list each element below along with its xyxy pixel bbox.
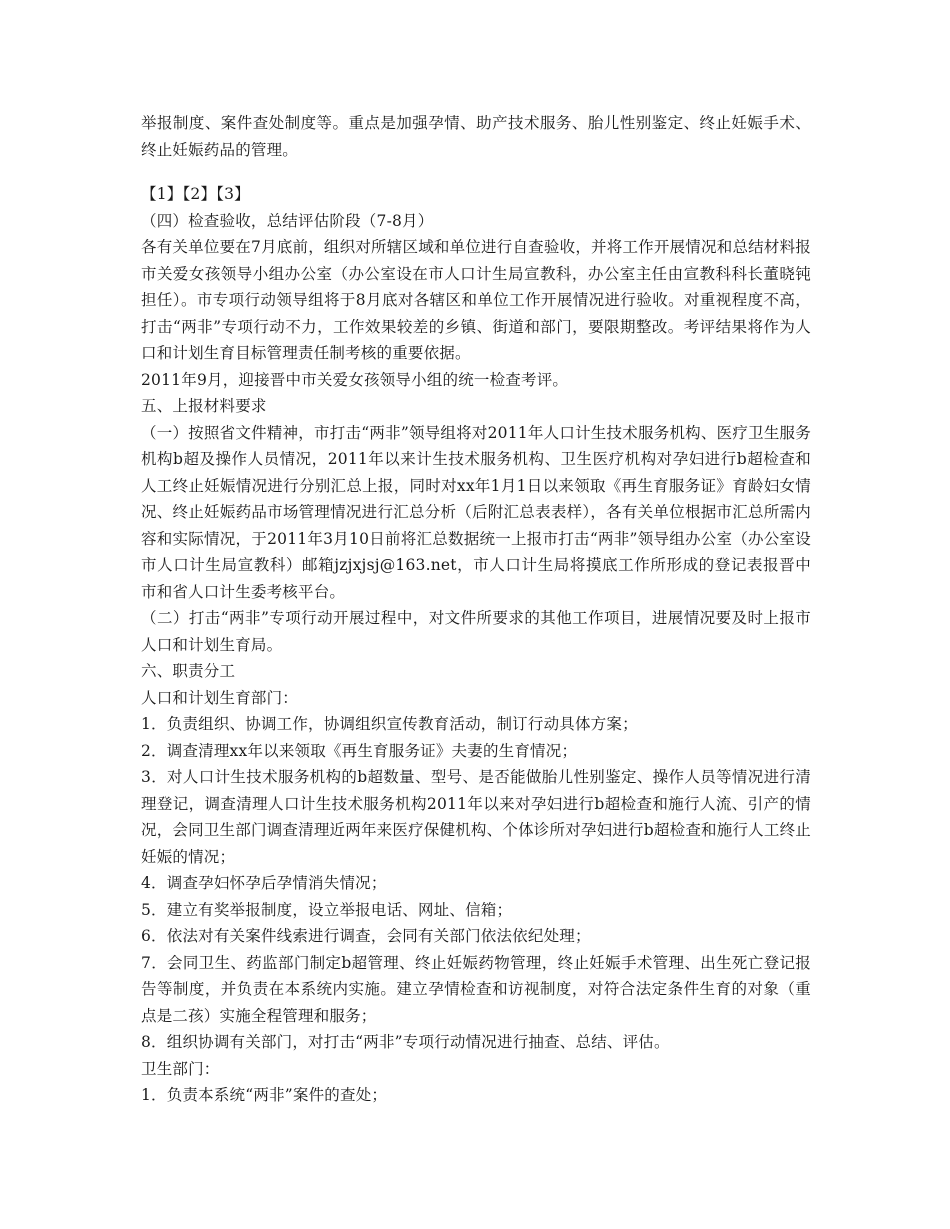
list-item: 2．调查清理xx年以来领取《再生育服务证》夫妻的生育情况； — [141, 741, 578, 760]
intro-paragraph: 举报制度、案件查处制度等。重点是加强孕情、助产技术服务、胎儿性别鉴定、终止妊娠手术、终止妊娠药品的管理。 — [141, 114, 811, 159]
list-item: 8．组织协调有关部门，对打击“两非”专项行动情况进行抽查、总结、评估。 — [141, 1033, 670, 1051]
section-heading-duties: 六、职责分工 — [141, 662, 236, 680]
list-item: 6．依法对有关案件线索进行调查，会同有关部门依法依纪处理； — [141, 927, 591, 945]
section-heading-inspection: （四）检查验收，总结评估阶段（7-8月） — [141, 211, 434, 230]
list-item: 1．负责组织、协调工作，协调组织宣传教育活动，制订行动具体方案； — [141, 715, 638, 733]
list-item: 5．建立有奖举报制度，设立举报电话、网址、信箱； — [141, 900, 513, 919]
list-item: 7．会同卫生、药监部门制定b超管理、终止妊娠药物管理，终止妊娠手术管理、出生死亡登记报告等制度，并负责在本系统内实施。建立孕情检查和访视制度，对符合法定条件生育的对象（重点是二孩）实施全程管理和服务； — [141, 953, 811, 1025]
list-item: 1．负责本系统“两非”案件的查处； — [141, 1086, 388, 1104]
paragraph-gap — [141, 163, 811, 181]
paragraph-reporting-2: （二）打击“两非”专项行动开展过程中，对文件所要求的其他工作项目，进展情况要及时上报市人口和计划生育局。 — [141, 609, 811, 654]
paragraph-reporting-1: （一）按照省文件精神，市打击“两非”领导组将对2011年人口计生技术服务机构、医疗卫生服务机构b超及操作人员情况，2011年以来计生技术服务机构、卫生医疗机构对孕妇进行b超检查和人工终止妊娠情况进行分别汇总上报，同时对xx年1月1日以来领取《再生育服务证》育龄妇女情况、终止妊娠药品市场管理情况进行汇总分析（后附汇总表表样），各有关单位根据市汇总所需内容和实际情况，于2011年3月10日前将汇总数据统一上报市打击“两非”领导组办公室（办公室设市人口计生局宣教科）邮箱jzjxjsj@163.net，市人口计生局将摸底工作所形成的登记表报晋中市和省人口计生委考核平台。 — [141, 423, 811, 601]
department-heading-health: 卫生部门： — [141, 1059, 220, 1078]
section-heading-reporting: 五、上报材料要求 — [141, 397, 267, 415]
page-links[interactable]: 【1】【2】【3】 — [141, 185, 250, 203]
list-item: 3．对人口计生技术服务机构的b超数量、型号、是否能做胎儿性别鉴定、操作人员等情况进行清理登记，调查清理人口计生技术服务机构2011年以来对孕妇进行b超检查和施行人流、引产的情况，会同卫生部门调查清理近两年来医疗保健机构、个体诊所对孕妇进行b超检查和施行人工终止妊娠的情况； — [141, 768, 811, 866]
list-item: 4．调查孕妇怀孕后孕情消失情况； — [141, 874, 387, 892]
paragraph-inspection: 各有关单位要在7月底前，组织对所辖区域和单位进行自查验收，并将工作开展情况和总结材料报市关爱女孩领导小组办公室（办公室设在市人口计生局宣教科，办公室主任由宣教科科长董晓钝担任）。市专项行动领导组将于8月底对各辖区和单位工作开展情况进行验收。对重视程度不高，打击“两非”专项行动不力，工作效果较差的乡镇、街道和部门，要限期整改。考评结果将作为人口和计划生育目标管理责任制考核的重要依据。 — [141, 238, 811, 362]
department-heading-family-planning: 人口和计划生育部门： — [141, 688, 299, 707]
paragraph-september: 2011年9月，迎接晋中市关爱女孩领导小组的统一检查考评。 — [141, 370, 569, 389]
document-page — [141, 110, 811, 1109]
